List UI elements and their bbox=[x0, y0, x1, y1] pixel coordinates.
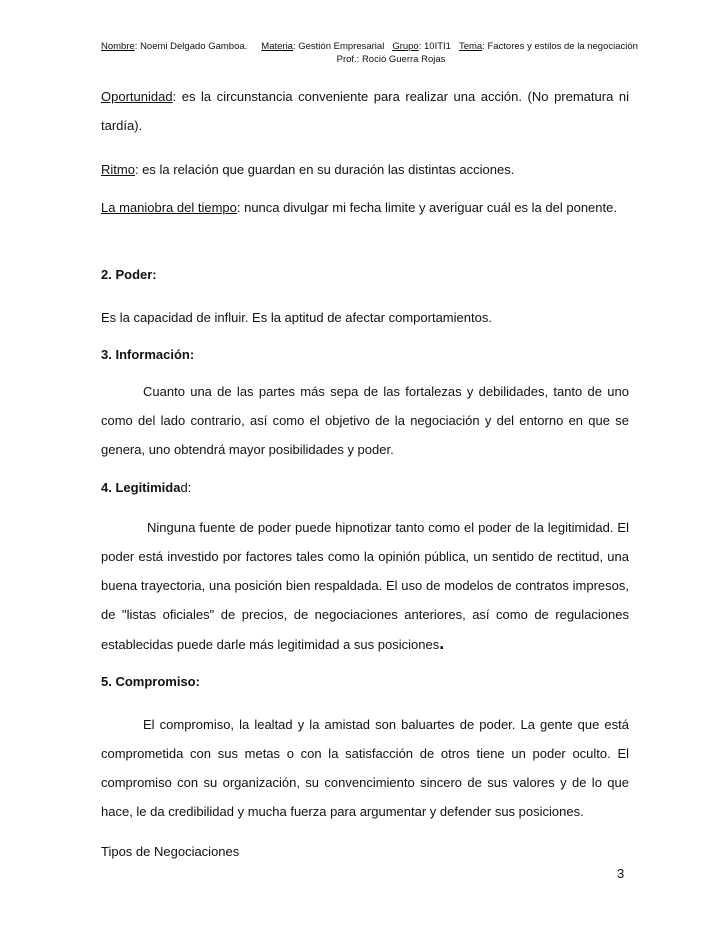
header-row bbox=[101, 40, 641, 53]
tema-label: Tema bbox=[458, 41, 483, 52]
maniobra-paragraph bbox=[101, 193, 629, 222]
poder-heading: 2. Poder: bbox=[101, 267, 157, 282]
document-body bbox=[101, 82, 629, 866]
oportunidad-term: Oportunidad bbox=[101, 89, 173, 104]
maniobra-definition: : nunca divulgar mi fecha limite y averiguar cuál es la del ponente. bbox=[236, 200, 617, 215]
legitimidad-heading-bold: 4. Legitimida bbox=[101, 480, 181, 495]
compromiso-text: El compromiso, la lealtad y la amistad son baluartes de poder. La gente que está comprometida con sus metas o con la satisfacción de otros tiene un poder oculto. El compromiso con su organización, su convencimiento sincero de sus valores y de lo que hace, le da credibilidad y mucha fuerza para argumentar y defender sus posiciones. bbox=[101, 717, 629, 819]
legitimidad-end: . bbox=[439, 633, 445, 653]
informacion-heading: 3. Información: bbox=[101, 347, 195, 362]
nombre-label: Nombre bbox=[101, 41, 135, 52]
legitimidad-body: Ninguna fuente de poder puede hipnotizar tanto como el poder de la legitimidad. El poder está investido por factores tales como la opinión pública, un sentido de rectitud, una buena trayectoria, una posición bien respaldada. El uso de modelos de contratos impresos, de "listas oficiales" de precios, de negociaciones anteriores, así como de regulaciones establecidas puede darle más legitimidad a sus posiciones bbox=[101, 520, 629, 652]
page-header bbox=[101, 40, 641, 66]
tipos-heading: Tipos de Negociaciones bbox=[101, 844, 240, 859]
page-number: 3 bbox=[617, 866, 625, 881]
grupo-value: : 10ITI1 bbox=[418, 41, 451, 52]
oportunidad-definition: : es la circunstancia conveniente para realizar una acción. (No prematura ni tardía). bbox=[101, 89, 629, 133]
nombre-value: : Noemi Delgado Gamboa. bbox=[134, 41, 248, 52]
compromiso-heading: 5. Compromiso: bbox=[101, 674, 200, 689]
ritmo-paragraph bbox=[101, 155, 629, 184]
informacion-text: Cuanto una de las partes más sepa de las fortalezas y debilidades, tanto de uno como del lado contrario, así como el objetivo de la negociación y del entorno en que se genera, uno obtendrá mayor posibilidades y poder. bbox=[101, 384, 629, 457]
poder-text: Es la capacidad de influir. Es la aptitud de afectar comportamientos. bbox=[101, 310, 492, 325]
ritmo-term: Ritmo bbox=[101, 162, 135, 177]
maniobra-term: La maniobra del tiempo bbox=[101, 200, 237, 215]
grupo-label: Grupo bbox=[392, 41, 419, 52]
materia-value: : Gestión Empresarial bbox=[292, 41, 385, 52]
oportunidad-paragraph bbox=[101, 82, 629, 140]
ritmo-definition: : es la relación que guardan en su duración las distintas acciones. bbox=[134, 162, 515, 177]
tema-value: : Factores y estilos de la negociación bbox=[482, 41, 638, 52]
legitimidad-text bbox=[101, 513, 629, 659]
legitimidad-heading bbox=[101, 473, 629, 502]
legitimidad-heading-rest: d: bbox=[180, 480, 192, 495]
materia-label: Materia bbox=[261, 41, 293, 52]
professor-line: Prof.: Roció Guerra Rojas bbox=[336, 54, 446, 65]
